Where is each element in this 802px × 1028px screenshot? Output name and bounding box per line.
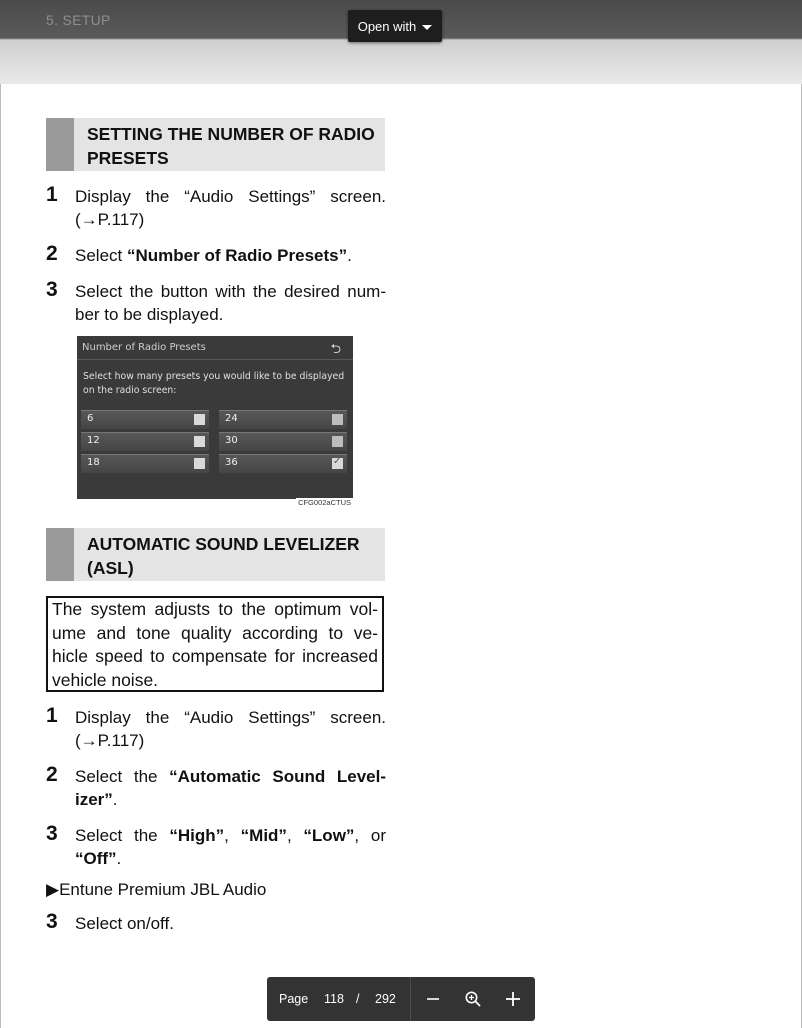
step-3	[46, 824, 386, 870]
step-number: 1	[46, 704, 58, 727]
step-text: Select on/off.	[75, 914, 174, 933]
check-icon: ✓	[333, 456, 342, 467]
page-navigation-bar	[267, 977, 535, 1021]
chevron-down-icon	[422, 25, 432, 30]
section-heading-radio-presets	[46, 118, 385, 171]
checkbox-checked	[332, 458, 343, 469]
figure-title: Number of Radio Presets	[82, 342, 206, 353]
heading-bar	[46, 118, 74, 171]
step-2	[46, 244, 386, 267]
step-number: 3	[46, 278, 58, 301]
asl-intro-box: The system adjusts to the optimum vol-ume and tone quality according to ve-hicle speed to compensate for increased vehicle noise.	[46, 596, 384, 692]
divider	[410, 977, 411, 1021]
step-text: Select the “Automatic Sound Level-izer”.	[75, 767, 386, 809]
subsection-text: Entune Premium JBL Audio	[59, 880, 267, 899]
heading-text: AUTOMATIC SOUND LEVELIZER (ASL)	[87, 534, 360, 578]
divider	[77, 359, 353, 360]
step-3	[46, 280, 386, 326]
page-left-edge	[0, 84, 1, 1028]
radio-presets-screenshot	[77, 336, 353, 507]
step-1	[46, 185, 386, 231]
checkbox	[194, 414, 205, 425]
step-3-onoff	[46, 912, 386, 935]
zoom-fit-button[interactable]	[460, 986, 486, 1012]
preset-option-6: 6	[81, 410, 209, 429]
step-2	[46, 765, 386, 811]
viewer-toolbar	[0, 0, 802, 84]
heading-bar	[46, 528, 74, 581]
preset-option-12: 12	[81, 432, 209, 451]
page-label: Page	[279, 992, 309, 1006]
current-page-input[interactable]: 118	[324, 992, 344, 1006]
step-text: Select the button with the desired num-ber to be displayed.	[75, 282, 386, 324]
step-number: 1	[46, 183, 58, 206]
heading-text: SETTING THE NUMBER OF RADIO PRESETS	[87, 124, 375, 168]
checkbox	[194, 436, 205, 447]
page-separator: /	[356, 992, 360, 1006]
plus-icon	[505, 991, 521, 1007]
checkbox	[332, 436, 343, 447]
minus-icon	[425, 991, 441, 1007]
open-with-button[interactable]	[348, 10, 442, 42]
preset-option-18: 18	[81, 454, 209, 473]
step-text: Select the “High”, “Mid”, “Low”, or “Off”.	[75, 826, 387, 868]
step-text: Display the “Audio Settings” screen. (→P.117)	[75, 187, 386, 229]
zoom-out-button[interactable]	[420, 986, 446, 1012]
figure-code: CFG002aCTUS	[298, 498, 351, 507]
zoom-in-button[interactable]	[500, 986, 526, 1012]
checkbox	[194, 458, 205, 469]
preset-option-36: 36 ✓	[219, 454, 347, 473]
checkbox	[332, 414, 343, 425]
step-number: 3	[46, 910, 58, 933]
preset-option-24: 24	[219, 410, 347, 429]
figure-description: Select how many presets you would like to be displayed on the radio screen:	[83, 371, 345, 396]
step-number: 2	[46, 242, 58, 265]
step-text: Display the “Audio Settings” screen. (→P.117)	[75, 708, 386, 750]
step-number: 3	[46, 822, 58, 845]
triangle-bullet-icon: ▶	[46, 880, 60, 899]
zoom-in-magnifier-icon	[464, 990, 482, 1008]
subsection-label	[46, 880, 266, 900]
step-number: 2	[46, 763, 58, 786]
step-text: Select “Number of Radio Presets”.	[75, 246, 352, 265]
section-label: 5. SETUP	[46, 12, 111, 28]
open-with-label: Open with	[357, 18, 417, 34]
back-arrow-icon: ⮌	[330, 342, 341, 357]
step-1	[46, 706, 386, 752]
section-heading-asl	[46, 528, 385, 581]
preset-option-30: 30	[219, 432, 347, 451]
total-pages: 292	[375, 992, 396, 1006]
